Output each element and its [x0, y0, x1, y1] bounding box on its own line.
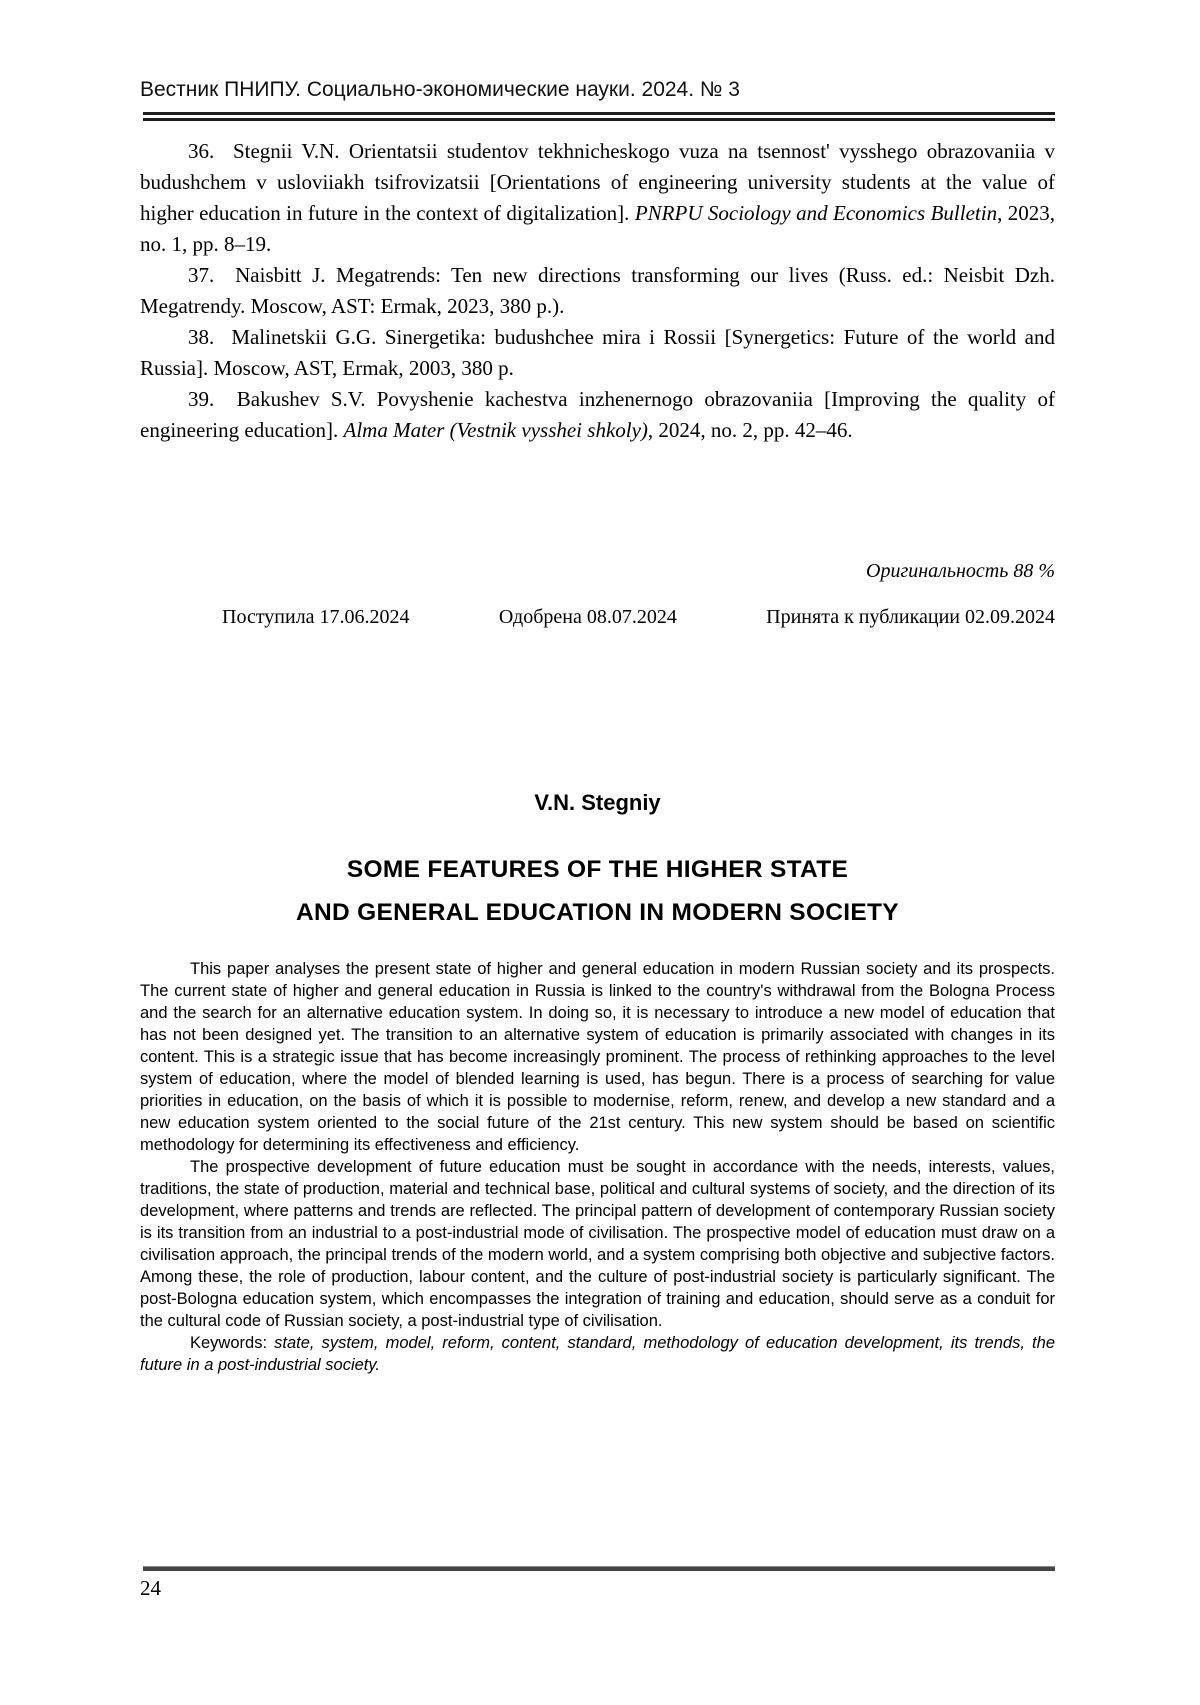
article-title-line: AND GENERAL EDUCATION IN MODERN SOCIETY	[296, 899, 899, 926]
references-list	[140, 136, 1055, 446]
footer-rule	[143, 1566, 1055, 1571]
abstract-paragraph: This paper analyses the present state of higher and general education in modern Russian society and its prospects. The current state of higher and general education in Russia is linked to the country's withdrawal from the Bologna Process and the search for an alternative education system. In doing so, it is necessary to introduce a new model of education that has not been designed yet. The transition to an alternative system of education is primarily associated with changes in its content. This is a strategic issue that has become increasingly prominent. The process of rethinking approaches to the level system of education, where the model of blended learning is used, has begun. There is a process of searching for value priorities in education, on the basis of which it is possible to modernise, reform, renew, and develop a new standard and a new education system oriented to the social future of the 21st century. This new system should be based on scientific methodology for determining its effectiveness and efficiency.	[140, 960, 1055, 1154]
keywords-text: state, system, model, reform, content, standard, methodology of education development, its trends, the future in a post-industrial society.	[140, 1334, 1055, 1374]
abstract-block	[140, 958, 1055, 1376]
reference-item: 38. Malinetskii G.G. Sinergetika: budushchee mira i Rossii [Synergetics: Future of the world and Russia]. Moscow, AST, Ermak, 2003, 380 p.	[140, 325, 1055, 380]
page-number: 24	[140, 1576, 161, 1600]
abstract-paragraph: The prospective development of future education must be sought in accordance with the needs, interests, values, traditions, the state of production, material and technical base, political and cultural systems of society, and the direction of its development, where patterns and trends are reflected. The principal pattern of development of contemporary Russian society is its transition from an industrial to a post-industrial mode of civilisation. The prospective model of education must draw on a civilisation approach, the principal trends of the modern world, and a system comprising both objective and subjective factors. Among these, the role of production, labour content, and the culture of post-industrial society is particularly significant. The post-Bologna education system, which encompasses the integration of training and education, should serve as a conduit for the cultural code of Russian society, a post-industrial type of civilisation.	[140, 1158, 1055, 1330]
header-double-rule	[143, 112, 1055, 121]
article-title-line: SOME FEATURES OF THE HIGHER STATE	[346, 856, 849, 883]
reference-item: 39. Bakushev S.V. Povyshenie kachestva inzhenernogo obrazovaniia [Improving the quality of engineering education]. Alma Mater (Vestnik vysshei shkoly), 2024, no. 2, pp. 42–46.	[140, 387, 1055, 442]
reference-item: 36. Stegnii V.N. Orientatsii studentov tekhnicheskogo vuza na tsennost' vysshego obrazovaniia v budushchem v usloviiakh tsifrovizatsii [Orientations of engineering university students at the value of higher education in future in the context of digitalization]. PNRPU Sociology and Economics Bulletin, 2023, no. 1, pp. 8–19.	[140, 139, 1055, 256]
date-accepted: Принята к публикации 02.09.2024	[766, 606, 1055, 628]
journal-header: Вестник ПНИПУ. Социально-экономические науки. 2024. № 3	[140, 78, 740, 101]
date-received: Поступила 17.06.2024	[222, 606, 410, 628]
article-dates	[222, 606, 1055, 629]
keywords-paragraph	[140, 1332, 1055, 1376]
article-title	[140, 848, 1055, 934]
author-name: V.N. Stegniy	[534, 790, 661, 815]
date-approved: Одобрена 08.07.2024	[498, 606, 677, 628]
reference-item: 37. Naisbitt J. Megatrends: Ten new directions transforming our lives (Russ. ed.: Neisbit Dzh. Megatrendy. Moscow, AST: Ermak, 2023, 380 p.).	[140, 263, 1055, 318]
keywords-label: Keywords:	[190, 1334, 268, 1352]
originality-note: Оригинальность 88 %	[866, 560, 1055, 582]
